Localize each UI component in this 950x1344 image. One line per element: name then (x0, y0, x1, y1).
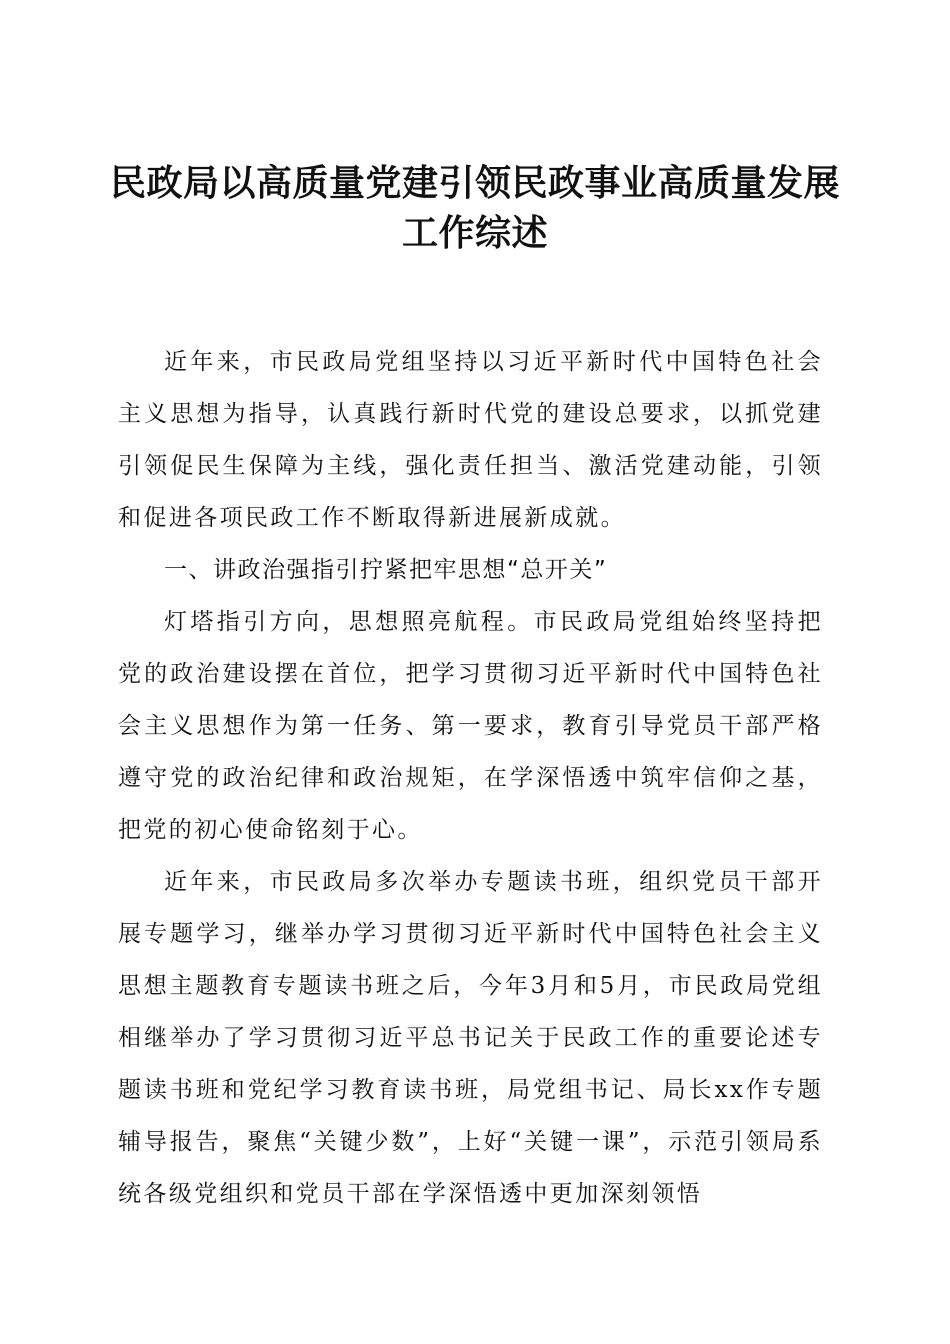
paragraph-section1-a: 灯塔指引方向，思想照亮航程。市民政局党组始终坚持把党的政治建设摆在首位，把学习贯彻习近平新时代中国特色社会主义思想作为第一任务、第一要求，教育引导党员干部严格遵守党的政治纪律和政治规矩，在学深悟透中筑牢信仰之基，把党的初心使命铭刻于心。 (118, 609, 823, 843)
paragraph-intro: 近年来，市民政局党组坚持以习近平新时代中国特色社会主义思想为指导，认真践行新时代党的建设总要求，以抓党建引领促民生保障为主线，强化责任担当、激活党建动能，引领和促进各项民政工作不断取得新进展新成就。 (118, 349, 823, 531)
title-line-1: 民政局以高质量党建引领民政事业高质量发展 (110, 162, 841, 204)
document-body (118, 336, 823, 1220)
paragraph-section1-b: 近年来，市民政局多次举办专题读书班，组织党员干部开展专题学习，继举办学习贯彻习近平新时代中国特色社会主义思想主题教育专题读书班之后，今年3月和5月，市民政局党组相继举办了学习贯彻习近平总书记关于民政工作的重要论述专题读书班和党纪学习教育读书班，局党组书记、局长xx作专题辅导报告，聚焦“关键少数”，上好“关键一课”，示范引领局系统各级党组织和党员干部在学深悟透中更加深刻领悟 (118, 869, 823, 1207)
document-title (110, 158, 840, 258)
title-line-2: 工作综述 (401, 212, 548, 254)
section-heading-1: 一、讲政治强指引拧紧把牢思想“总开关” (164, 557, 608, 583)
